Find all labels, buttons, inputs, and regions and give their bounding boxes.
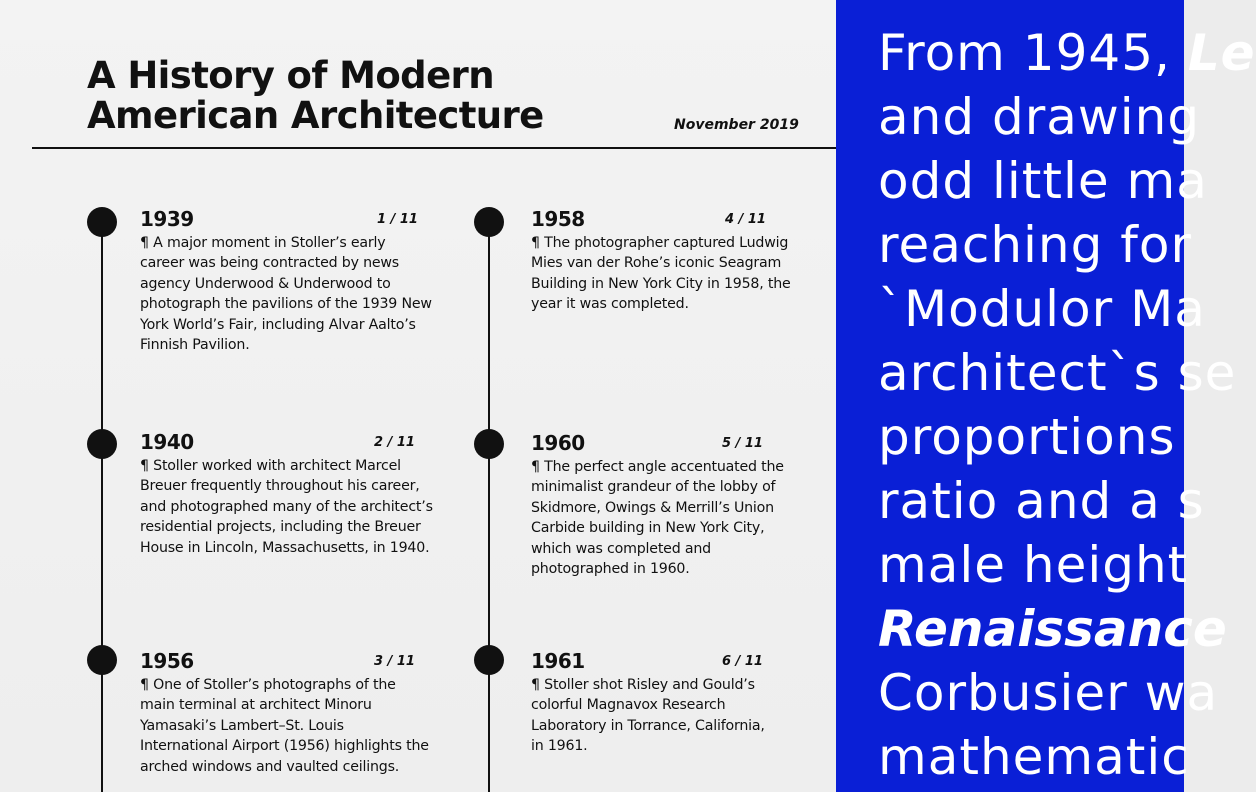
timeline-line-left bbox=[101, 221, 103, 792]
quote-line: `Modulor Ma bbox=[878, 280, 1206, 338]
entry-year: 1956 bbox=[140, 649, 194, 673]
entry-text: ¶ One of Stoller’s photographs of the main terminal at architect Minoru Yamasaki’s Lambert–St. Louis International Airport (1956) highlights the arched windows and vaulted ceilings. bbox=[140, 677, 429, 775]
quote-line: architect`s se bbox=[878, 344, 1237, 402]
side-quote-panel bbox=[836, 0, 1256, 792]
timeline-dot-1961 bbox=[474, 645, 504, 675]
title-line-2: American Architecture bbox=[87, 94, 544, 137]
entry-count: 6 / 11 bbox=[722, 654, 763, 669]
title-line-1: A History of Modern bbox=[87, 54, 494, 97]
entry-count: 1 / 11 bbox=[377, 212, 418, 227]
quote-line: odd little ma bbox=[878, 152, 1208, 210]
quote-line: and drawing bbox=[878, 88, 1201, 146]
entry-text: ¶ The photographer captured Ludwig Mies van der Rohe’s iconic Seagram Building in New York City in 1958, the year it was completed. bbox=[531, 235, 791, 313]
timeline-dot-1960 bbox=[474, 429, 504, 459]
quote-line: proportions bbox=[878, 408, 1176, 466]
entry-year: 1940 bbox=[140, 430, 194, 454]
timeline-dot-1939 bbox=[87, 207, 117, 237]
quote-emphasis: Le bbox=[1187, 24, 1256, 82]
entry-year: 1960 bbox=[531, 431, 585, 455]
timeline-dot-1958 bbox=[474, 207, 504, 237]
timeline-dot-1940 bbox=[87, 429, 117, 459]
entry-text: ¶ The perfect angle accentuated the minimalist grandeur of the lobby of Skidmore, Owings & Merrill’s Union Carbide building in New York City, which was completed and photographed in 1960. bbox=[531, 459, 784, 578]
entry-text: ¶ Stoller shot Risley and Gould’s colorful Magnavox Research Laboratory in Torrance, California, in 1961. bbox=[531, 677, 765, 755]
entry-count: 4 / 11 bbox=[725, 212, 766, 227]
entry-year: 1961 bbox=[531, 649, 585, 673]
quote-line-emphasis: Renaissance bbox=[878, 600, 1227, 658]
entry-year: 1958 bbox=[531, 207, 585, 231]
timeline-dot-1956 bbox=[87, 645, 117, 675]
timeline-line-right bbox=[488, 221, 490, 792]
quote-line: mathematic bbox=[878, 728, 1190, 786]
entry-text: ¶ Stoller worked with architect Marcel Breuer frequently throughout his career, and photographed many of the architect’s residential projects, including the Breuer House in Lincoln, Massachusetts, in 1940. bbox=[140, 458, 433, 556]
entry-count: 2 / 11 bbox=[374, 435, 415, 450]
quote-line: male height bbox=[878, 536, 1189, 594]
quote-line: Corbusier wa bbox=[878, 664, 1219, 722]
entry-text: ¶ A major moment in Stoller’s early career was being contracted by news agency Underwood & Underwood to photograph the pavilions of the 1939 New York World’s Fair, including Alvar Aalto’s Finnish Pavilion. bbox=[140, 235, 432, 354]
entry-count: 3 / 11 bbox=[374, 654, 415, 669]
publication-date: November 2019 bbox=[674, 117, 799, 133]
entry-count: 5 / 11 bbox=[722, 436, 763, 451]
header-divider bbox=[32, 147, 836, 149]
quote-line: reaching for bbox=[878, 216, 1193, 274]
page-title bbox=[87, 56, 544, 136]
quote-line: ratio and a s bbox=[878, 472, 1205, 530]
entry-year: 1939 bbox=[140, 207, 194, 231]
quote-line: From 1945, Le bbox=[878, 24, 1256, 82]
